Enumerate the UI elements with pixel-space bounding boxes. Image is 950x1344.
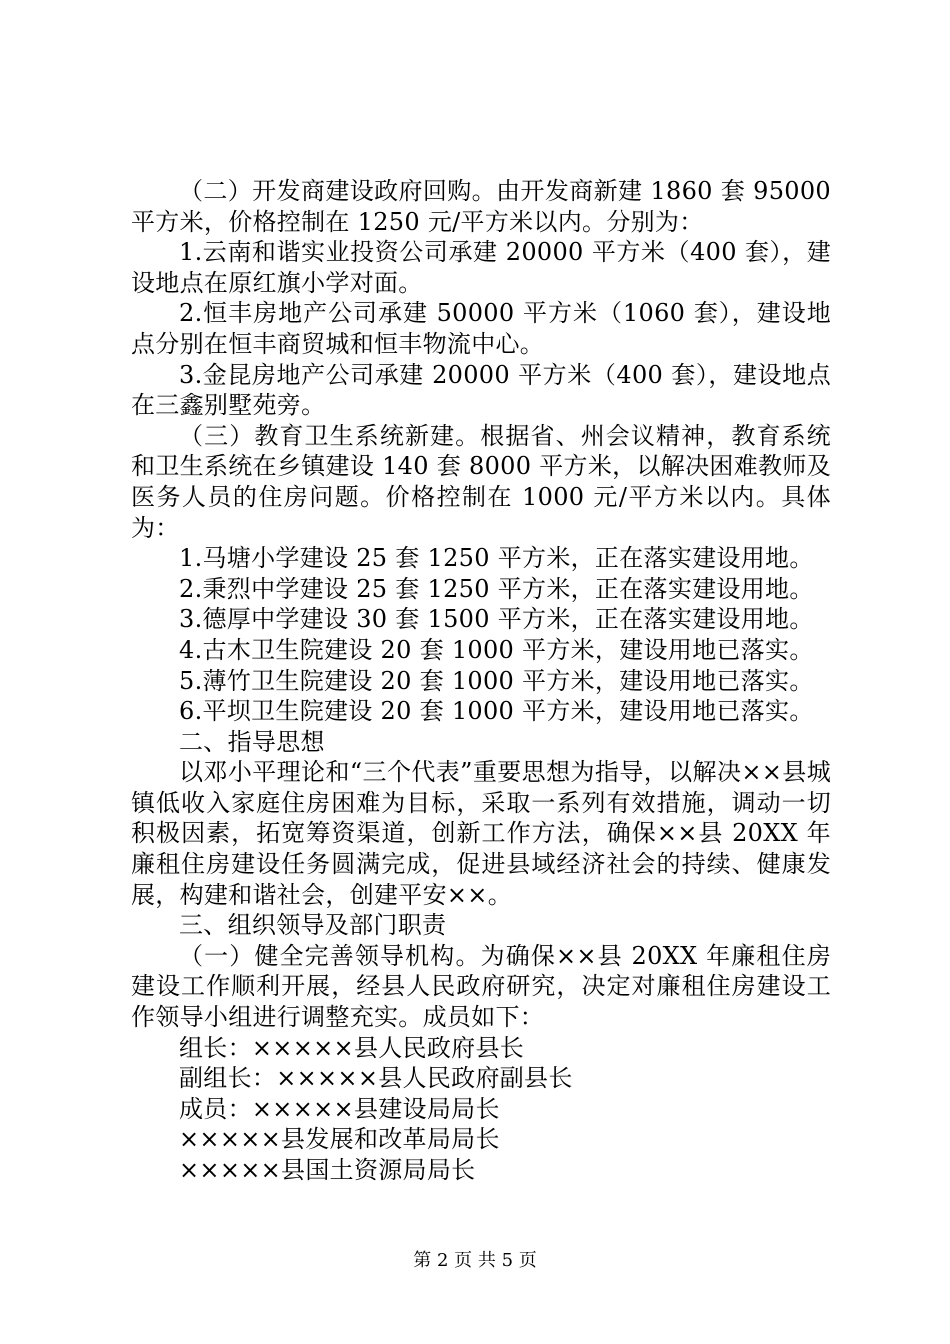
list-item: 5.薄竹卫生院建设 20 套 1000 平方米，建设用地已落实。 <box>179 666 814 695</box>
paragraph: 以邓小平理论和“三个代表”重要思想为指导，以解决××县城镇低收入家庭住房困难为目标，采取一系列有效措施，调动一切积极因素，拓宽筹资渠道，创新工作方法，确保××县 20XX 年廉租住房建设任务圆满完成，促进县域经济社会的持续、健康发展，构建和谐社会，创建平安××。 <box>131 758 831 909</box>
member-line: ×××××县国土资源局局长 <box>179 1156 476 1184</box>
list-item: 3.德厚中学建设 30 套 1500 平方米，正在落实建设用地。 <box>179 605 814 634</box>
document-body <box>131 176 831 1186</box>
member-line: 组长：×××××县人民政府县长 <box>179 1033 525 1062</box>
section-heading: 二、指导思想 <box>179 727 325 756</box>
list-item: 6.平坝卫生院建设 20 套 1000 平方米，建设用地已落实。 <box>179 697 814 726</box>
member-line: 成员：×××××县建设局局长 <box>179 1094 500 1123</box>
paragraph: （二）开发商建设政府回购。由开发商新建 1860 套 95000 平方米，价格控制在 1250 元/平方米以内。分别为： <box>131 177 831 236</box>
list-item: 3.金昆房地产公司承建 20000 平方米（400 套），建设地点在三鑫别墅苑旁。 <box>131 360 831 420</box>
list-item: 1.云南和谐实业投资公司承建 20000 平方米（400 套），建设地点在原红旗小学对面。 <box>131 238 831 297</box>
member-line: ×××××县发展和改革局局长 <box>179 1125 500 1154</box>
paragraph: （三）教育卫生系统新建。根据省、州会议精神，教育系统和卫生系统在乡镇建设 140 套 8000 平方米，以解决困难教师及医务人员的住房问题。价格控制在 1000 元/平方米以内。具体为： <box>131 421 831 542</box>
list-item: 1.马塘小学建设 25 套 1250 平方米，正在落实建设用地。 <box>179 544 814 573</box>
list-item: 4.古木卫生院建设 20 套 1000 平方米，建设用地已落实。 <box>179 635 814 664</box>
section-heading: 三、组织领导及部门职责 <box>179 911 447 940</box>
paragraph: （一）健全完善领导机构。为确保××县 20XX 年廉租住房建设工作顺利开展，经县人民政府研究，决定对廉租住房建设工作领导小组进行调整充实。成员如下： <box>131 941 831 1032</box>
list-item: 2.秉烈中学建设 25 套 1250 平方米，正在落实建设用地。 <box>179 574 814 603</box>
page-number-footer: 第 2 页 共 5 页 <box>413 1250 537 1271</box>
list-item: 2.恒丰房地产公司承建 50000 平方米（1060 套），建设地点分别在恒丰商贸城和恒丰物流中心。 <box>131 299 831 358</box>
member-line: 副组长：×××××县人民政府副县长 <box>179 1064 573 1093</box>
